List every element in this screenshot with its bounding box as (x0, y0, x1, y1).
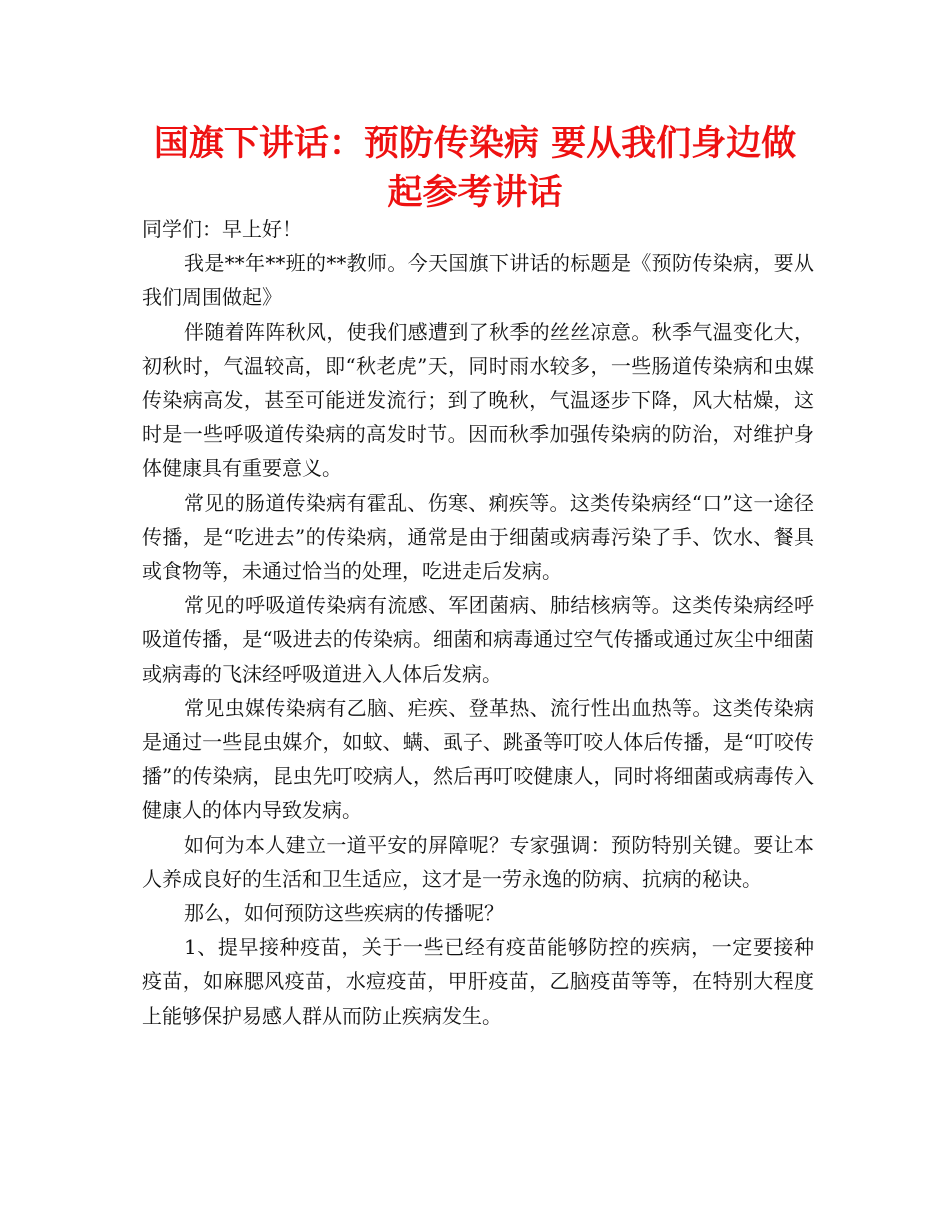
document-title-line-1: 国旗下讲话：预防传染病 要从我们身边做 (153, 124, 797, 164)
body-paragraph: 我是**年**班的**教师。今天国旗下讲话的标题是《预防传染病，要从我们周围做起》 (142, 251, 814, 310)
greeting-paragraph: 同学们：早上好！ (142, 217, 302, 241)
document-title-line-2: 起参考讲话 (387, 173, 563, 213)
body-paragraph: 1、提早接种疫苗，关于一些已经有疫苗能够防控的疾病，一定要接种疫苗，如麻腮风疫苗，水痘疫苗，甲肝疫苗，乙脑疫苗等等，在特别大程度上能够保护易感人群从而防止疾病发生。 (142, 935, 814, 1028)
body-paragraph: 那么，如何预防这些疾病的传播呢？ (184, 901, 504, 926)
body-paragraph: 常见的肠道传染病有霍乱、伤寒、痢疾等。这类传染病经“口”这一途径传播，是“吃进去”的传染病，通常是由于细菌或病毒污染了手、饮水、餐具或食物等，未通过恰当的处理，吃进走后发病。 (142, 490, 814, 584)
body-paragraph: 常见虫媒传染病有乙脑、疟疾、登革热、流行性出血热等。这类传染病是通过一些昆虫媒介，如蚊、螨、虱子、跳蚤等叮咬人体后传播，是“叮咬传播”的传染病，昆虫先叮咬病人，然后再叮咬健康人，同时将细菌或病毒传入健康人的体内导致发病。 (142, 695, 814, 823)
body-paragraph: 伴随着阵阵秋风，使我们感遭到了秋季的丝丝凉意。秋季气温变化大，初秋时，气温较高，即“秋老虎”天，同时雨水较多，一些肠道传染病和虫媒传染病高发，甚至可能迸发流行；到了晚秋，气温逐步下降，风大枯燥，这时是一些呼吸道传染病的高发时节。因而秋季加强传染病的防治，对维护身体健康具有重要意义。 (142, 319, 814, 481)
body-paragraph: 如何为本人建立一道平安的屏障呢？专家强调：预防特别关键。要让本人养成良好的生活和卫生适应，这才是一劳永逸的防病、抗病的秘诀。 (142, 832, 814, 891)
document-body (142, 212, 814, 1033)
body-paragraph: 常见的呼吸道传染病有流感、军团菌病、肺结核病等。这类传染病经呼吸道传播，是“吸进去的传染病。细菌和病毒通过空气传播或通过灰尘中细菌或病毒的飞沫经呼吸道进入人体后发病。 (142, 593, 814, 686)
